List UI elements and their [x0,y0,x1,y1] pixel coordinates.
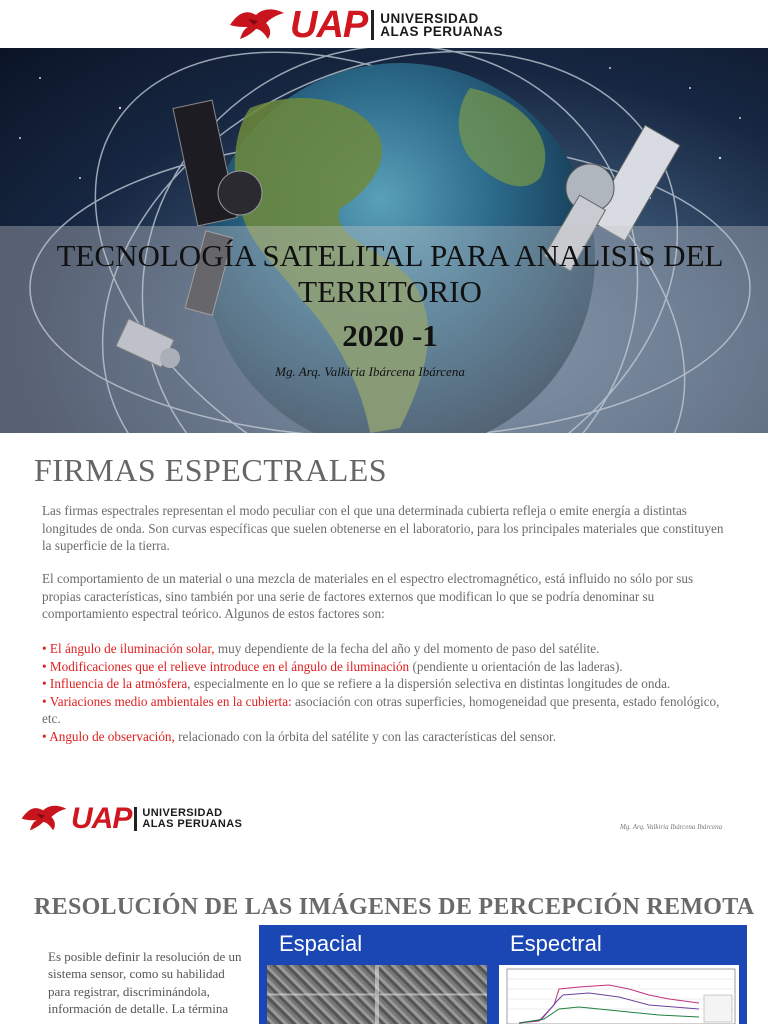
university-name [142,808,242,830]
paragraph-2: El comportamiento de un material o una mezcla de materiales en el espectro electromagnético, está influido no sólo por sus propias características, sino también por una serie de factores externos que modifican lo que se podría denominar su comportamiento espectral teórico. Algunos de estos factores son: [42,571,694,621]
footer-author: Mg. Arq. Valkiria Ibárcena Ibárcena [620,823,723,831]
author-name: Mg. Arq. Valkiria Ibárcena Ibárcena [275,364,465,379]
list-item: • Influencia de la atmósfera, especialmente en lo que se refiere a la dispersión selectiva en distintas longitudes de onda. [42,676,671,691]
section-title-firmas: FIRMAS ESPECTRALES [34,452,388,488]
list-item: • Angulo de observación, relacionado con la órbita del satélite y con las características del sensor. [42,728,557,744]
condor-logo-icon [20,802,68,837]
university-name [380,12,503,39]
list-item: • Variaciones medio ambientales en la cubierta: asociación con otras superficies, homogeneidad que presenta, estado fenológico, etc. [42,693,720,726]
university-name-line1: UNIVERSIDAD [142,807,223,819]
university-name-line2: ALAS PERUANAS [142,818,243,830]
course-period: 2020 -1 [342,318,438,353]
spatial-resolution-image [267,965,487,1024]
university-name-line1: UNIVERSIDAD [380,10,479,26]
course-title: TECNOLOGÍA SATELITAL PARA ANALISIS DEL TERRITORIO [56,238,724,309]
logo-divider [134,807,137,831]
university-name-line2: ALAS PERUANAS [380,24,503,39]
list-item: • Modificaciones que el relieve introduce en el ángulo de iluminación (pendiente u orientación de las laderas). [42,658,623,674]
resolution-figure [259,925,747,1024]
logo-divider [371,10,374,40]
factors-list [42,640,732,745]
section-title-resolucion: RESOLUCIÓN DE LAS IMÁGENES DE PERCEPCIÓN REMOTA [34,894,755,920]
hero-banner [0,48,768,433]
list-item: • El ángulo de iluminación solar, muy dependiente de la fecha del año y del momento de paso del satélite. [42,641,600,656]
brand-acronym: UAP [290,3,368,46]
brand-acronym: UAP [71,802,132,835]
footer-logo [20,803,242,835]
spectral-label: Espectral [510,931,602,956]
paragraph-1: Las firmas espectrales representan el modo peculiar con el que una determinada cubierta refleja o emite energía a distintas longitudes de onda. Son curvas específicas que suelen obtenerse en el laboratorio, para los principales materiales que constituyen la superficie de la tierra. [42,503,724,553]
header-logo [228,3,503,46]
spatial-label: Espacial [279,931,363,956]
spectral-curve-plot [499,965,739,1024]
condor-logo-icon [228,5,286,46]
resolution-paragraph: Es posible definir la resolución de un sistema sensor, como su habilidad para registrar, discriminándola, información de detalle. La términa [48,949,242,1016]
